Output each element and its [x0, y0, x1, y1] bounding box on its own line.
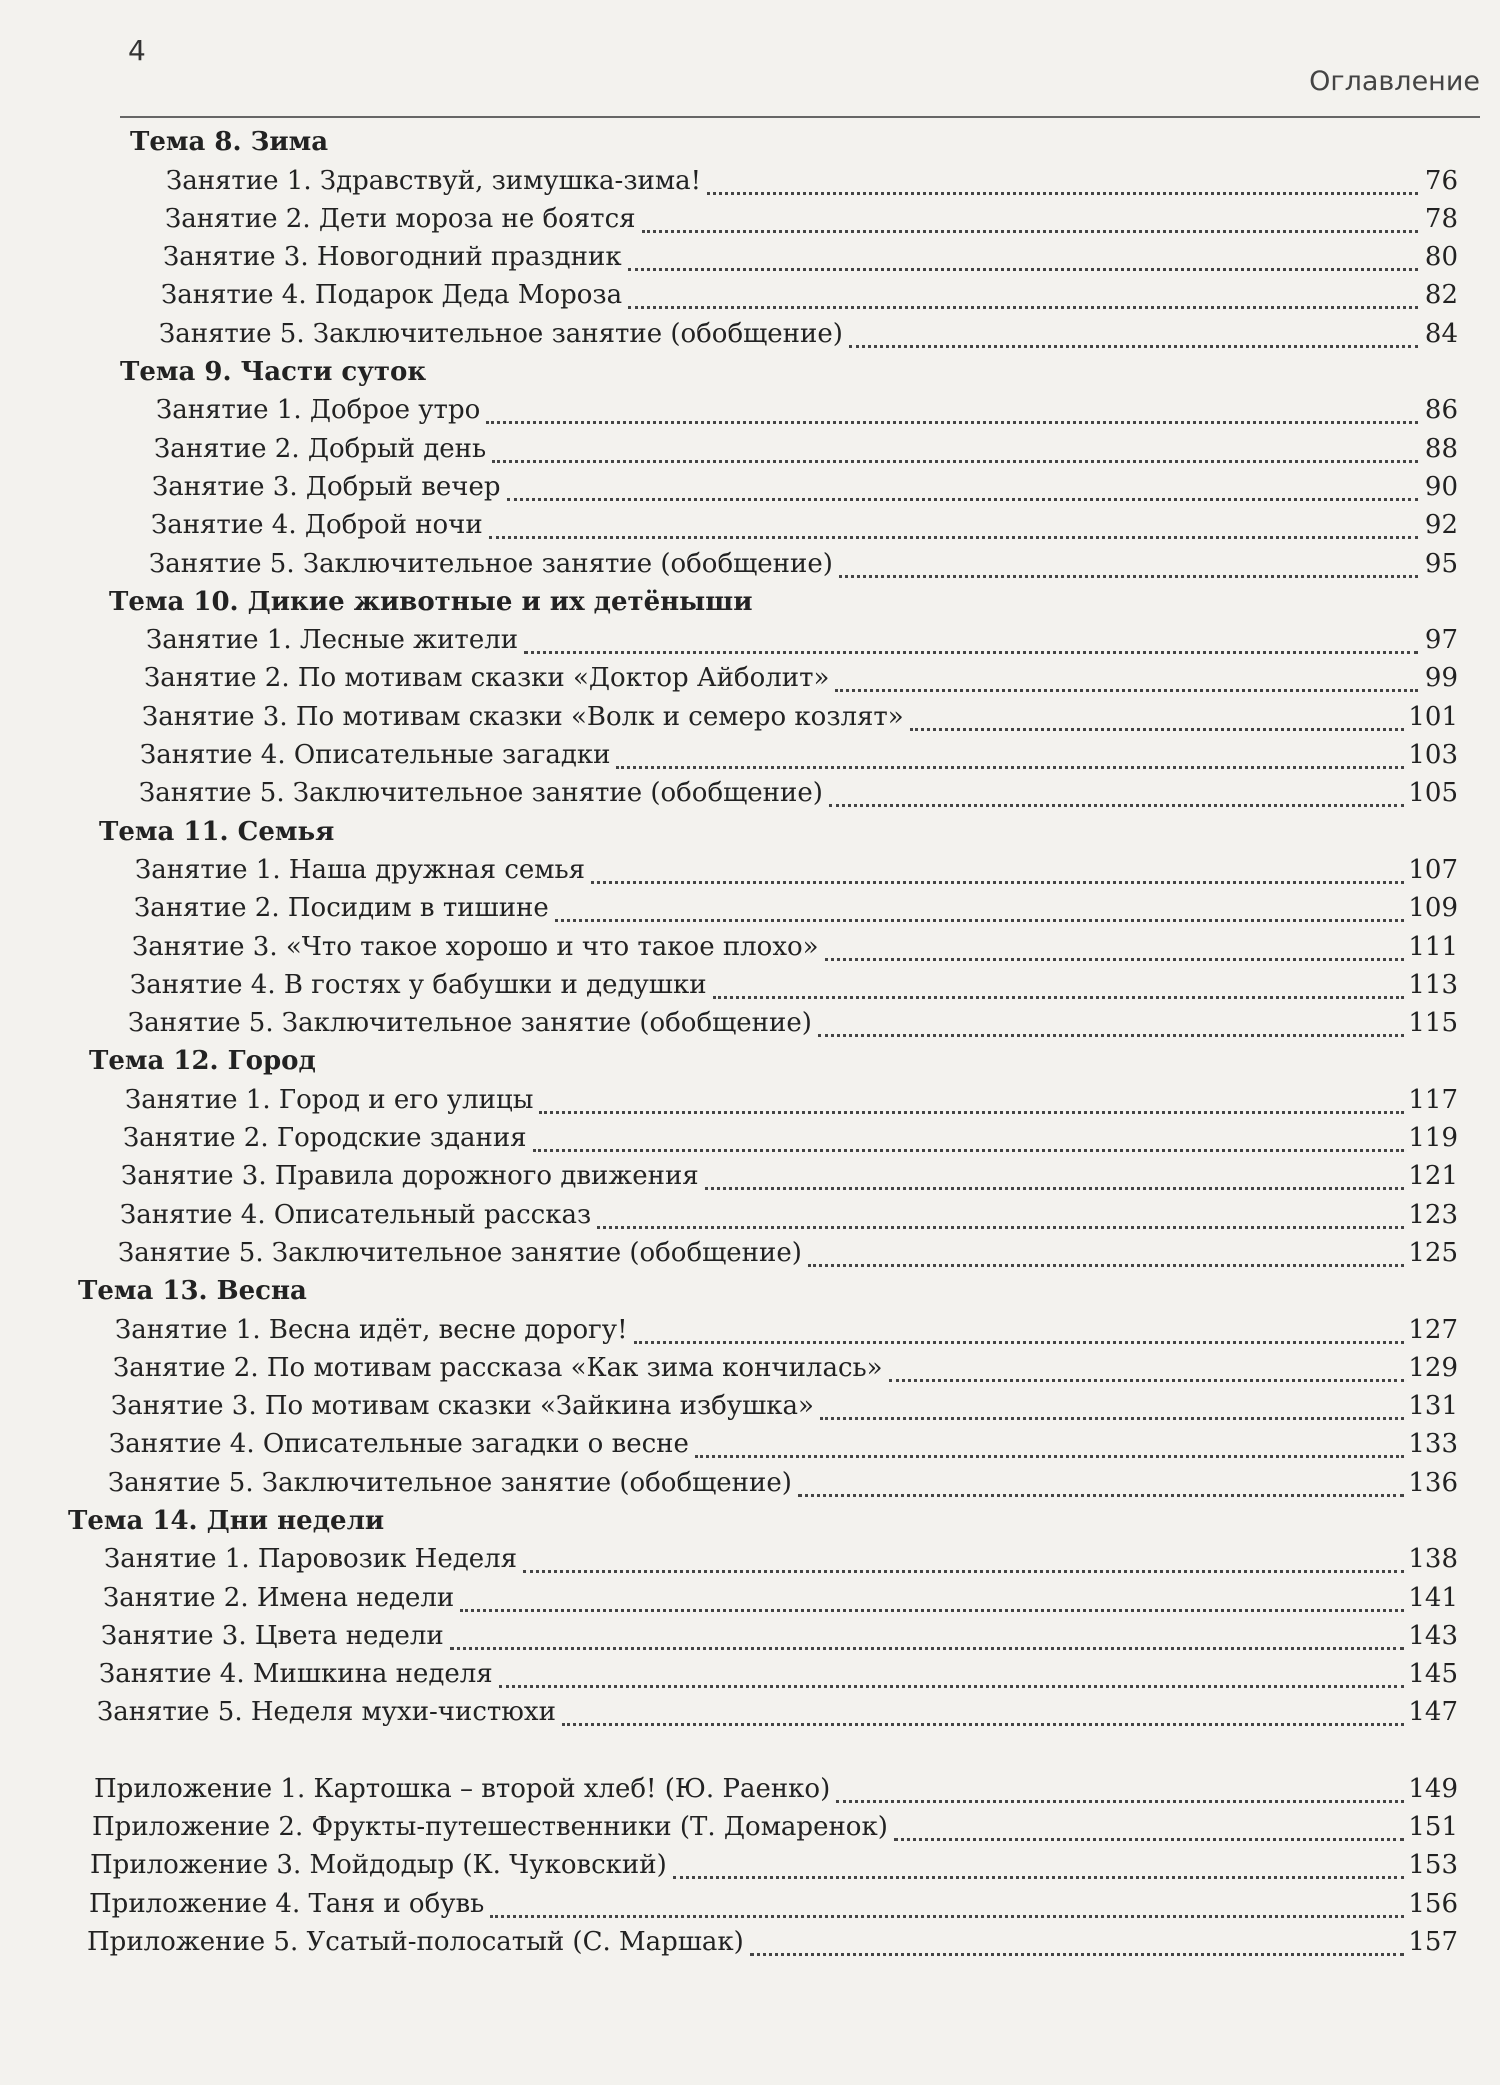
dot-leader [839, 553, 1418, 578]
page-ref: 86 [1424, 395, 1458, 426]
lesson-entry [0, 1077, 1500, 1115]
page-ref: 125 [1408, 1237, 1458, 1268]
theme-heading-label: Тема 11. Семья [99, 816, 335, 847]
dot-leader [673, 1854, 1405, 1879]
theme-heading [0, 809, 1500, 847]
lesson-entry [0, 694, 1500, 732]
appendix-entry-label: Приложение 1. Картошка – второй хлеб! (Ю. Раенко) [94, 1773, 831, 1804]
lesson-entry-label: Занятие 5. Заключительное занятие (обобщение) [139, 778, 823, 809]
lesson-entry [0, 1537, 1500, 1575]
lesson-entry [0, 1690, 1500, 1728]
dot-leader [825, 936, 1405, 961]
theme-heading [0, 1269, 1500, 1307]
appendix-entry-label: Приложение 3. Мойдодыр (К. Чуковский) [90, 1850, 667, 1881]
lesson-entry [0, 618, 1500, 656]
appendix-entry [0, 1843, 1500, 1881]
theme-heading-label: Тема 12. Город [89, 1046, 316, 1077]
lesson-entry-label: Занятие 4. Мишкина неделя [99, 1659, 493, 1690]
page-number: 4 [128, 34, 146, 67]
lesson-entry [0, 924, 1500, 962]
lesson-entry [0, 1384, 1500, 1422]
lesson-entry [0, 1575, 1500, 1613]
page-ref: 95 [1424, 548, 1458, 579]
lesson-entry-label: Занятие 3. Правила дорожного движения [121, 1161, 699, 1192]
lesson-entry-label: Занятие 1. Доброе утро [156, 395, 481, 426]
page-ref: 80 [1424, 242, 1458, 273]
lesson-entry-label: Занятие 1. Паровозик Неделя [104, 1544, 518, 1575]
page-ref: 92 [1424, 510, 1458, 541]
lesson-entry [0, 1346, 1500, 1384]
lesson-entry [0, 1192, 1500, 1230]
page-ref: 151 [1408, 1812, 1458, 1843]
header-rule [120, 116, 1480, 118]
lesson-entry [0, 1154, 1500, 1192]
dot-leader [628, 246, 1418, 271]
lesson-entry-label: Занятие 5. Заключительное занятие (обобщение) [128, 1008, 812, 1039]
lesson-entry [0, 503, 1500, 541]
lesson-entry-label: Занятие 5. Заключительное занятие (обобщение) [108, 1467, 792, 1498]
dot-leader [591, 859, 1404, 884]
page-ref: 129 [1408, 1352, 1458, 1383]
dot-leader [499, 1663, 1405, 1688]
theme-heading [0, 350, 1500, 388]
lesson-entry [0, 733, 1500, 771]
page-ref: 149 [1408, 1773, 1458, 1804]
lesson-entry [0, 158, 1500, 196]
page-ref: 119 [1408, 1123, 1458, 1154]
lesson-entry-label: Занятие 2. Дети мороза не боятся [165, 203, 636, 234]
lesson-entry [0, 273, 1500, 311]
lesson-entry [0, 1231, 1500, 1269]
page-ref: 136 [1408, 1467, 1458, 1498]
lesson-entry [0, 388, 1500, 426]
lesson-entry-label: Занятие 5. Заключительное занятие (обобщение) [149, 548, 833, 579]
theme-heading-label: Тема 8. Зима [130, 127, 329, 158]
dot-leader [597, 1204, 1404, 1229]
section-gap [0, 1728, 1500, 1766]
appendix-entry-label: Приложение 2. Фрукты-путешественники (Т. Домаренок) [92, 1812, 888, 1843]
dot-leader [450, 1625, 1405, 1650]
page-ref: 127 [1408, 1314, 1458, 1345]
page-ref: 103 [1408, 740, 1458, 771]
dot-leader [808, 1242, 1405, 1267]
lesson-entry [0, 771, 1500, 809]
page-ref: 82 [1424, 280, 1458, 311]
page-ref: 88 [1424, 433, 1458, 464]
dot-leader [894, 1816, 1405, 1841]
theme-heading [0, 1039, 1500, 1077]
dot-leader [634, 1319, 1405, 1344]
theme-heading [0, 1499, 1500, 1537]
lesson-entry-label: Занятие 2. Городские здания [123, 1123, 527, 1154]
page-ref: 141 [1408, 1582, 1458, 1613]
page-ref: 90 [1424, 471, 1458, 502]
dot-leader [849, 323, 1418, 348]
theme-heading-label: Тема 10. Дикие животные и их детёныши [109, 586, 753, 617]
lesson-entry-label: Занятие 2. По мотивам сказки «Доктор Айболит» [144, 663, 830, 694]
page-ref: 111 [1408, 931, 1458, 962]
lesson-entry-label: Занятие 4. В гостях у бабушки и дедушки [130, 969, 707, 1000]
dot-leader [523, 1548, 1404, 1573]
dot-leader [460, 1587, 1404, 1612]
lesson-entry [0, 1116, 1500, 1154]
dot-leader [836, 1778, 1404, 1803]
lesson-entry [0, 311, 1500, 349]
dot-leader [713, 974, 1405, 999]
lesson-entry [0, 656, 1500, 694]
page-ref: 145 [1408, 1659, 1458, 1690]
appendix-entry-label: Приложение 4. Таня и обувь [89, 1888, 485, 1919]
lesson-entry [0, 1460, 1500, 1498]
dot-leader [818, 1012, 1405, 1037]
lesson-entry [0, 848, 1500, 886]
dot-leader [533, 1127, 1405, 1152]
page-ref: 147 [1408, 1697, 1458, 1728]
dot-leader [492, 438, 1418, 463]
lesson-entry-label: Занятие 4. Описательные загадки [140, 740, 611, 771]
page-ref: 99 [1424, 663, 1458, 694]
dot-leader [539, 1089, 1404, 1114]
dot-leader [507, 476, 1419, 501]
page-ref: 105 [1408, 778, 1458, 809]
lesson-entry [0, 886, 1500, 924]
theme-heading [0, 120, 1500, 158]
lesson-entry-label: Занятие 1. Город и его улицы [125, 1084, 534, 1115]
page-ref: 115 [1408, 1008, 1458, 1039]
lesson-entry [0, 465, 1500, 503]
lesson-entry-label: Занятие 1. Наша дружная семья [135, 854, 586, 885]
appendix-entry [0, 1881, 1500, 1919]
running-head: Оглавление [1309, 66, 1480, 97]
lesson-entry-label: Занятие 2. Добрый день [154, 433, 487, 464]
appendix-entry-label: Приложение 5. Усатый-полосатый (С. Маршак) [87, 1926, 744, 1957]
theme-heading [0, 580, 1500, 618]
lesson-entry [0, 1001, 1500, 1039]
page-ref: 138 [1408, 1544, 1458, 1575]
page-ref: 123 [1408, 1199, 1458, 1230]
theme-heading-label: Тема 14. Дни недели [68, 1505, 385, 1536]
lesson-entry-label: Занятие 3. «Что такое хорошо и что такое плохо» [132, 931, 819, 962]
lesson-entry-label: Занятие 4. Описательный рассказ [120, 1199, 592, 1230]
lesson-entry-label: Занятие 3. Добрый вечер [152, 471, 501, 502]
dot-leader [616, 744, 1404, 769]
dot-leader [642, 208, 1418, 233]
lesson-entry [0, 963, 1500, 1001]
dot-leader [555, 897, 1405, 922]
lesson-entry [0, 1307, 1500, 1345]
dot-leader [562, 1701, 1404, 1726]
dot-leader [524, 629, 1418, 654]
dot-leader [820, 1395, 1404, 1420]
lesson-entry-label: Занятие 4. Описательные загадки о весне [109, 1429, 689, 1460]
dot-leader [889, 1357, 1405, 1382]
lesson-entry [0, 197, 1500, 235]
dot-leader [628, 284, 1418, 309]
lesson-entry [0, 426, 1500, 464]
dot-leader [707, 170, 1418, 195]
theme-heading-label: Тема 13. Весна [78, 1276, 307, 1307]
lesson-entry [0, 1652, 1500, 1690]
lesson-entry-label: Занятие 3. По мотивам сказки «Волк и семеро козлят» [142, 701, 904, 732]
lesson-entry-label: Занятие 1. Лесные жители [146, 625, 519, 656]
page-ref: 117 [1408, 1084, 1458, 1115]
lesson-entry [0, 1614, 1500, 1652]
lesson-entry-label: Занятие 4. Подарок Деда Мороза [161, 280, 623, 311]
page-ref: 97 [1424, 625, 1458, 656]
page-ref: 101 [1408, 701, 1458, 732]
page-ref: 157 [1408, 1926, 1458, 1957]
appendix-entry [0, 1805, 1500, 1843]
page-ref: 76 [1424, 165, 1458, 196]
page-ref: 153 [1408, 1850, 1458, 1881]
lesson-entry-label: Занятие 2. Имена недели [103, 1582, 455, 1613]
page-ref: 109 [1408, 893, 1458, 924]
dot-leader [490, 1893, 1404, 1918]
lesson-entry-label: Занятие 3. Цвета недели [101, 1620, 444, 1651]
table-of-contents [0, 120, 1500, 1958]
lesson-entry-label: Занятие 1. Весна идёт, весне дорогу! [115, 1314, 628, 1345]
dot-leader [489, 514, 1418, 539]
dot-leader [486, 399, 1418, 424]
lesson-entry-label: Занятие 5. Неделя мухи-чистюхи [97, 1697, 556, 1728]
appendix-entry [0, 1920, 1500, 1958]
page-ref: 131 [1408, 1391, 1458, 1422]
lesson-entry-label: Занятие 3. Новогодний праздник [163, 242, 622, 273]
lesson-entry-label: Занятие 5. Заключительное занятие (обобщение) [159, 318, 843, 349]
lesson-entry-label: Занятие 2. По мотивам рассказа «Как зима кончилась» [113, 1352, 883, 1383]
lesson-entry-label: Занятие 2. Посидим в тишине [134, 893, 549, 924]
dot-leader [695, 1433, 1404, 1458]
page-ref: 84 [1424, 318, 1458, 349]
theme-heading-label: Тема 9. Части суток [120, 357, 427, 388]
lesson-entry-label: Занятие 5. Заключительное занятие (обобщение) [118, 1237, 802, 1268]
dot-leader [750, 1931, 1405, 1956]
lesson-entry [0, 1422, 1500, 1460]
dot-leader [910, 706, 1405, 731]
dot-leader [798, 1472, 1405, 1497]
page-ref: 113 [1408, 969, 1458, 1000]
page-ref: 121 [1408, 1161, 1458, 1192]
lesson-entry [0, 235, 1500, 273]
page-ref: 78 [1424, 203, 1458, 234]
appendix-entry [0, 1766, 1500, 1804]
lesson-entry [0, 541, 1500, 579]
page-ref: 133 [1408, 1429, 1458, 1460]
lesson-entry-label: Занятие 4. Доброй ночи [151, 510, 483, 541]
lesson-entry-label: Занятие 3. По мотивам сказки «Зайкина избушка» [111, 1391, 814, 1422]
dot-leader [829, 782, 1405, 807]
dot-leader [705, 1165, 1405, 1190]
page-ref: 156 [1408, 1888, 1458, 1919]
lesson-entry-label: Занятие 1. Здравствуй, зимушка-зима! [166, 165, 702, 196]
dot-leader [835, 667, 1418, 692]
page-ref: 143 [1408, 1620, 1458, 1651]
page-ref: 107 [1408, 854, 1458, 885]
